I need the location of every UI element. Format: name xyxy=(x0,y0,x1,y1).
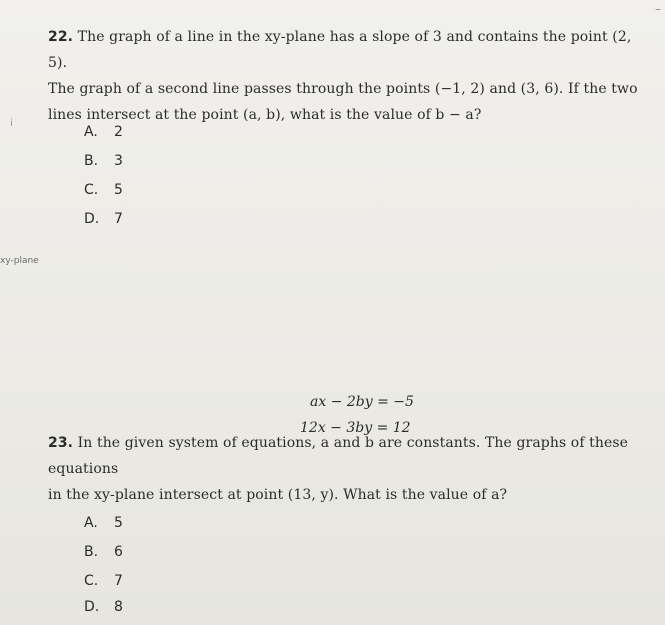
q23-choice-d[interactable] xyxy=(84,599,123,615)
choice-letter: D. xyxy=(84,211,100,227)
question-23 xyxy=(48,430,648,508)
margin-mark: ⅰ xyxy=(10,118,13,129)
question-23-number: 23. xyxy=(48,435,74,451)
choice-value: 5 xyxy=(114,182,123,198)
choice-letter: D. xyxy=(84,599,100,615)
q22-choice-d[interactable] xyxy=(84,211,123,227)
question-22-number: 22. xyxy=(48,29,74,45)
choice-letter: B. xyxy=(84,153,99,169)
question-22-text-3: lines intersect at the point (a, b), what is the value of b − a? xyxy=(48,107,482,123)
choice-value: 6 xyxy=(114,544,123,560)
choice-letter: A. xyxy=(84,515,98,531)
choice-value: 7 xyxy=(114,573,123,589)
q22-choice-c[interactable] xyxy=(84,182,123,198)
choice-letter: B. xyxy=(84,544,99,560)
corner-mark: – xyxy=(655,2,661,16)
equation-1: ax − 2by = −5 xyxy=(310,394,414,410)
choice-value: 2 xyxy=(114,124,123,140)
choice-letter: C. xyxy=(84,573,99,589)
q23-choice-c[interactable] xyxy=(84,573,123,589)
question-23-line-1 xyxy=(48,430,648,482)
question-22 xyxy=(48,24,638,128)
choice-value: 7 xyxy=(114,211,123,227)
q22-choice-a[interactable] xyxy=(84,124,123,140)
q23-choice-b[interactable] xyxy=(84,544,123,560)
question-22-line-1 xyxy=(48,24,638,76)
choice-value: 8 xyxy=(114,599,123,615)
side-note: xy-plane xyxy=(0,256,39,266)
choice-letter: A. xyxy=(84,124,98,140)
question-23-text-2: in the xy-plane intersect at point (13, y). What is the value of a? xyxy=(48,487,508,503)
question-22-text-1: The graph of a line in the xy-plane has a slope of 3 and contains the point (2, 5). xyxy=(48,29,632,71)
choice-letter: C. xyxy=(84,182,99,198)
q23-choice-a[interactable] xyxy=(84,515,123,531)
equation-2: 12x − 3by = 12 xyxy=(300,420,411,436)
q22-choice-b[interactable] xyxy=(84,153,123,169)
choice-value: 5 xyxy=(114,515,123,531)
question-23-text-1: In the given system of equations, a and b are constants. The graphs of these equations xyxy=(48,435,629,477)
question-22-text-2: The graph of a second line passes through the points (−1, 2) and (3, 6). If the two xyxy=(48,81,638,97)
choice-value: 3 xyxy=(114,153,123,169)
